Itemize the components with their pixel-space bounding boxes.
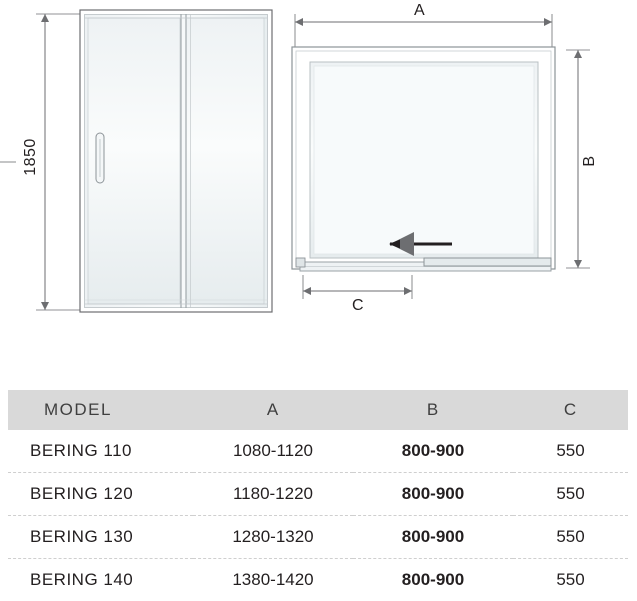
cell-c: 550: [513, 430, 628, 473]
column-header-b: B: [353, 390, 513, 430]
table-row: [8, 559, 628, 601]
dimension-b-label: B: [581, 152, 599, 170]
cell-a: 1380-1420: [193, 559, 353, 601]
door-handle-icon: [96, 133, 104, 183]
column-header-a: A: [193, 390, 353, 430]
column-header-c: C: [513, 390, 628, 430]
cell-model: BERING 110: [8, 430, 193, 473]
table-header-row: [8, 390, 628, 430]
cell-model: BERING 130: [8, 516, 193, 559]
height-dimension: [0, 14, 80, 310]
cell-b: 800-900: [353, 430, 513, 473]
cell-c: 550: [513, 516, 628, 559]
cell-c: 550: [513, 559, 628, 601]
cell-a: 1080-1120: [193, 430, 353, 473]
cell-model: BERING 120: [8, 473, 193, 516]
dimension-a-label: A: [414, 2, 425, 20]
cell-b: 800-900: [353, 473, 513, 516]
plan-view: [292, 14, 590, 299]
front-elevation-view: [0, 10, 272, 312]
cell-a: 1180-1220: [193, 473, 353, 516]
cell-model: BERING 140: [8, 559, 193, 601]
height-dimension-label: 1850: [22, 134, 40, 180]
table-row: [8, 473, 628, 516]
dimension-c: [303, 275, 412, 299]
column-header-model: MODEL: [8, 390, 193, 430]
dimension-c-label: C: [352, 297, 364, 315]
table-row: [8, 430, 628, 473]
table-row: [8, 516, 628, 559]
cell-b: 800-900: [353, 516, 513, 559]
cell-b: 800-900: [353, 559, 513, 601]
cell-c: 550: [513, 473, 628, 516]
cell-a: 1280-1320: [193, 516, 353, 559]
specification-table: [8, 390, 628, 601]
